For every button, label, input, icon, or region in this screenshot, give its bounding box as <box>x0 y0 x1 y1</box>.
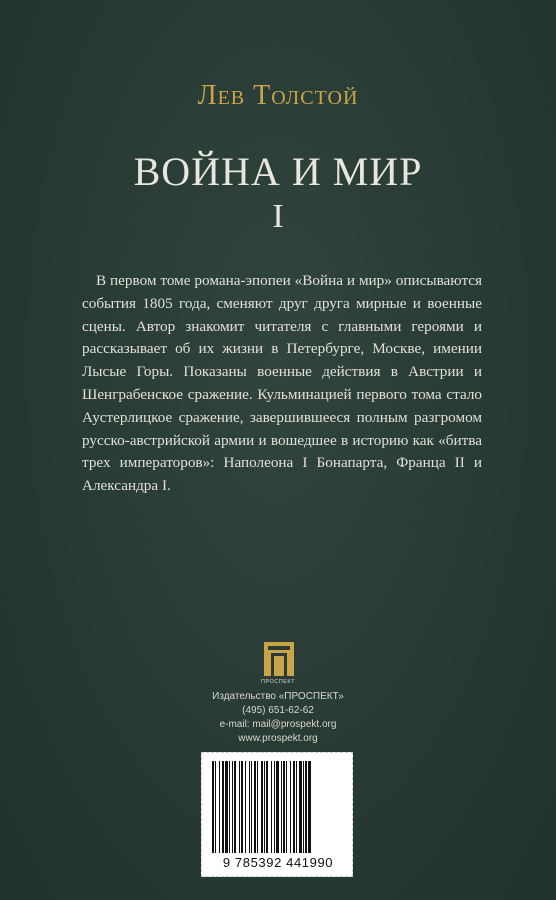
publisher-name: Издательство «ПРОСПЕКТ» <box>212 691 344 702</box>
book-title: ВОЙНА И МИР <box>133 149 423 194</box>
publisher-email: e-mail: mail@prospekt.org <box>219 719 337 730</box>
barcode-icon <box>210 761 346 853</box>
publisher-info <box>0 690 556 746</box>
publisher-phone: (495) 651-62-62 <box>242 705 314 716</box>
author-name: Лев Толстой <box>197 80 359 111</box>
volume-number: I <box>272 198 284 235</box>
publisher-website: www.prospekt.org <box>238 733 318 744</box>
barcode-panel <box>201 752 353 877</box>
publisher-logo-icon <box>262 640 296 678</box>
book-description: В первом томе романа-эпопеи «Война и мир» описываются события 1805 года, сменяют друг друга мирные и военные сцены. Автор знакомит читателя с главными героями и рассказывает об их жизни в Петербурге, Москве, имении Лысые Горы. Показаны военные действия в Австрии и Шенграбенское сражение. Кульминацией первого тома стало Аустерлицкое сражение, завершившееся полным разгромом русско-австрийской армии и вошедшее в историю как «битва трех императоров»: Наполеона I Бонапарта, Франца II и Александра I. <box>82 272 482 495</box>
publisher-logo-text: ПРОСПЕКТ <box>261 679 295 685</box>
barcode-digits: 9 785392 441990 <box>222 855 334 870</box>
